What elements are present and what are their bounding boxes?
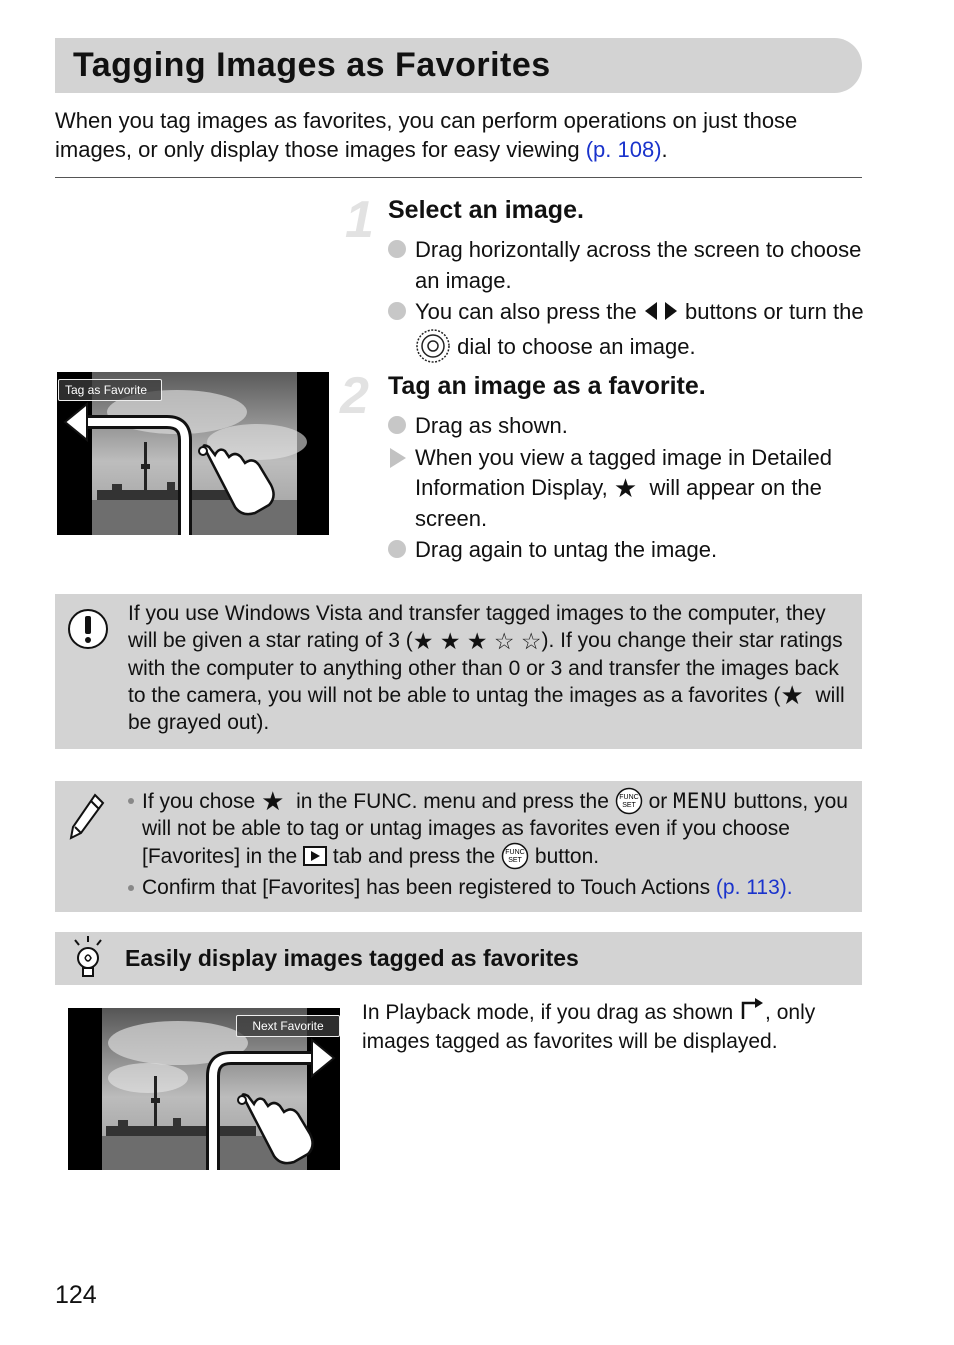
bullet-dot-icon bbox=[388, 540, 406, 558]
step-number: 2 bbox=[340, 367, 369, 425]
svg-text:SET: SET bbox=[508, 857, 522, 864]
intro-text: When you tag images as favorites, you can perform operations on just those images, or only display those images for easy viewing bbox=[55, 108, 798, 162]
drag-up-right-gesture-icon bbox=[739, 997, 765, 1019]
step-title: Tag an image as a favorite. bbox=[388, 372, 706, 400]
tip-title: Easily display images tagged as favorites bbox=[125, 945, 579, 971]
list-item: Drag again to untag the image. bbox=[388, 535, 868, 566]
step-title: Select an image. bbox=[388, 196, 584, 224]
step-number: 1 bbox=[345, 191, 374, 249]
next-favorite-button[interactable]: Next Favorite bbox=[236, 1015, 340, 1037]
bullet-dot-icon bbox=[388, 302, 406, 320]
divider bbox=[55, 177, 862, 178]
star-rating-icon: ★ ★ ★ ☆ ☆ bbox=[412, 628, 542, 654]
control-dial-icon bbox=[415, 328, 451, 364]
bullet-dot-icon bbox=[388, 416, 406, 434]
star-icon: ★ bbox=[613, 473, 638, 503]
title-bar bbox=[55, 38, 862, 93]
list-item: When you view a tagged image in Detailed Information Display, ★ will appear on the screen. bbox=[388, 443, 868, 535]
list-item: Drag as shown. bbox=[388, 411, 868, 442]
bullet-dot-icon bbox=[388, 240, 406, 258]
page-number: 124 bbox=[55, 1281, 97, 1309]
list-item: You can also press the buttons or turn the dial to choose an image. bbox=[388, 297, 868, 364]
result-arrow-icon bbox=[390, 448, 406, 468]
star-icon: ★ bbox=[261, 786, 285, 816]
list-item: If you chose ★ in the FUNC. menu and press the FUNC SET or MENU buttons, you will not be able to tag or untag images as favorites even if you choose [Favorites] in the tab and press the FUNC SET button. bbox=[128, 787, 848, 870]
camera-screen-image-1 bbox=[57, 372, 329, 535]
note-page-link[interactable]: (p. 113) bbox=[715, 876, 787, 899]
caution-icon bbox=[67, 608, 109, 650]
func-set-button-icon bbox=[615, 787, 643, 815]
list-item: Confirm that [Favorites] has been registered to Touch Actions (p. 113). bbox=[128, 874, 848, 901]
star-icon: ★ bbox=[780, 680, 804, 710]
pencil-icon bbox=[69, 791, 107, 841]
note-text bbox=[128, 787, 848, 901]
svg-text:SET: SET bbox=[621, 802, 636, 809]
list-item: Drag horizontally across the screen to choose an image. bbox=[388, 235, 868, 296]
intro-page-link[interactable]: (p. 108) bbox=[585, 137, 662, 162]
func-set-button-icon bbox=[501, 842, 529, 870]
svg-text:FUNC: FUNC bbox=[619, 794, 639, 801]
page-title: Tagging Images as Favorites bbox=[73, 46, 551, 84]
playback-tab-icon bbox=[303, 846, 327, 866]
caution-text: If you use Windows Vista and transfer tagged images to the computer, they will be given a star rating of 3 (★ ★ ★ ☆ ☆). If you change their star ratings with the computer to anything other than 0 or 3 and transfer the images back to the camera, you will not be able to untag the images as a favorites (★ will be grayed out). bbox=[128, 602, 845, 734]
left-right-arrow-buttons-icon bbox=[643, 300, 679, 322]
caution-box bbox=[55, 594, 862, 749]
svg-text:FUNC: FUNC bbox=[505, 849, 525, 856]
intro-paragraph: When you tag images as favorites, you can perform operations on just those images, or only display those images for easy viewing (p. 108). bbox=[55, 108, 798, 162]
tag-as-favorite-button[interactable]: Tag as Favorite bbox=[58, 379, 162, 401]
step-2-bullets bbox=[388, 411, 868, 567]
menu-button-label: MENU bbox=[673, 789, 728, 813]
step-1-bullets bbox=[388, 235, 868, 365]
note-box bbox=[55, 781, 862, 912]
tip-box bbox=[55, 932, 862, 985]
lightbulb-icon bbox=[71, 936, 105, 982]
camera-screen-image-2 bbox=[68, 1008, 340, 1170]
tip-text: In Playback mode, if you drag as shown , only images tagged as favorites will be displayed. bbox=[362, 997, 862, 1056]
